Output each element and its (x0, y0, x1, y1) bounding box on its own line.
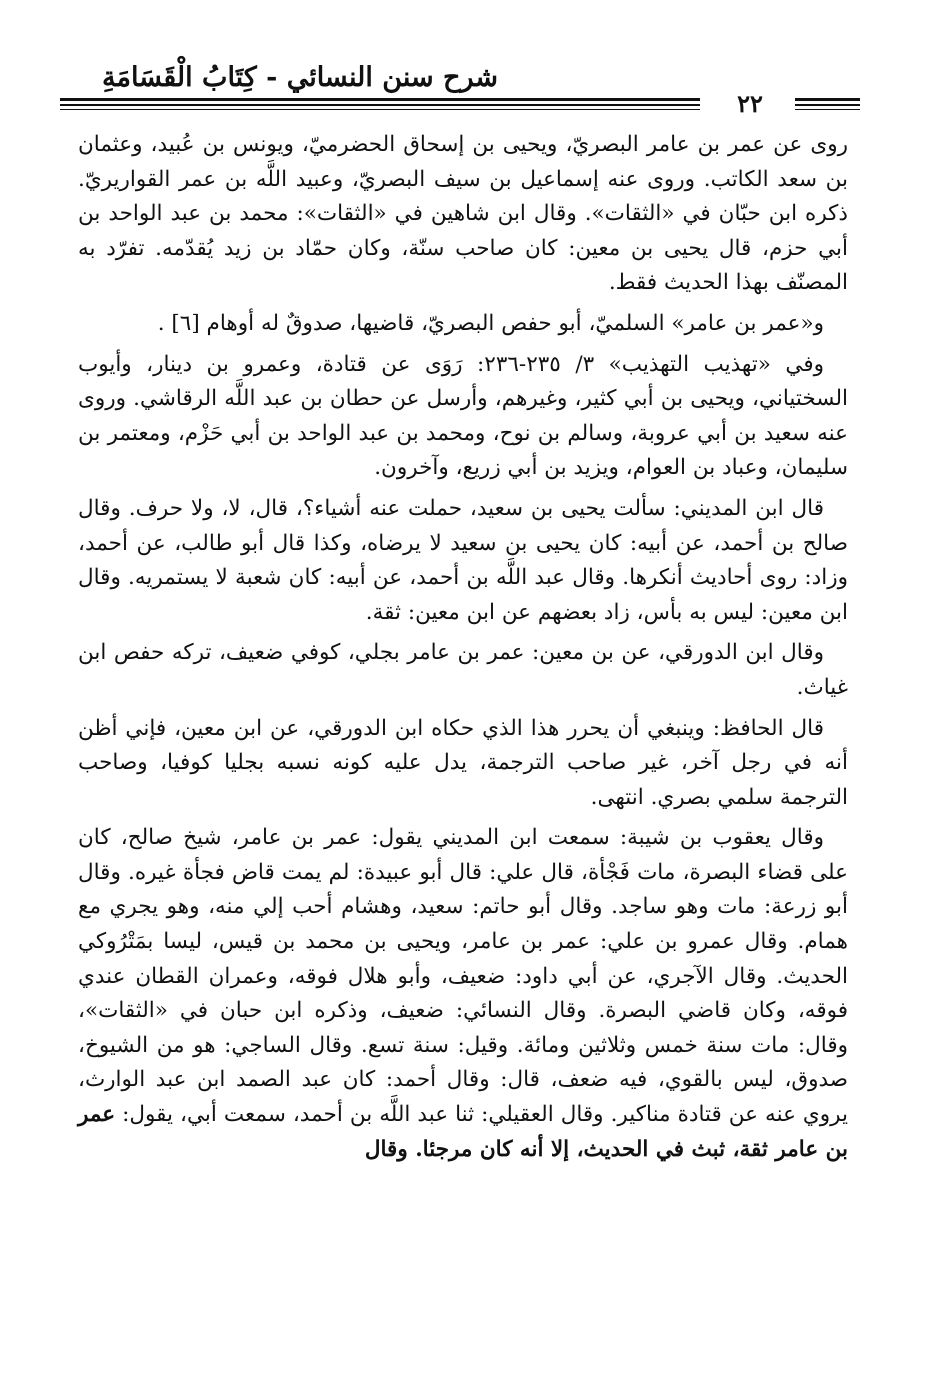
paragraph-5: وقال ابن الدورقي، عن بن معين: عمر بن عامر بجلي، كوفي ضعيف، تركه حفص ابن غياث. (78, 640, 848, 700)
paragraph-3: وفي «تهذيب التهذيب» ٣/ ٢٣٥-٢٣٦: رَوَى عن قتادة، وعمرو بن دينار، وأيوب السختياني، ويحيى بن أبي كثير، وغيرهم، وأرسل عن حطان بن عبد اللَّه الرقاشي. وروى عنه سعيد بن أبي عروبة، وسالم بن نوح، ومحمد بن عبد الواحد بن أبي حَزْم، ومعتمر بن سليمان، وعباد بن العوام، ويزيد بن أبي زريع، وآخرون. (78, 351, 848, 481)
paragraph-6: قال الحافظ: وينبغي أن يحرر هذا الذي حكاه ابن الدورقي، عن ابن معين، فإني أظن أنه في رجل آخر، غير صاحب الترجمة، يدل عليه كونه نسبه بجليا كوفيا، وصاحب الترجمة سلمي بصري. انتهى. (78, 715, 848, 810)
paragraph-7-text: وقال يعقوب بن شيبة: سمعت ابن المديني يقول: عمر بن عامر، شيخ صالح، كان على قضاء البصرة، مات فَجْأة، قال علي: قال أبو عبيدة: لم يمت قاض فجأة غيره. وقال أبو زرعة: مات وهو ساجد. وقال أبو حاتم: سعيد، وهشام أحب إلي منه، وهو يجري مع همام. وقال عمرو بن علي: عمر بن عامر، ويحيى بن محمد بن قيس، ليسا بمَتْرُوكي الحديث. وقال الآجري، عن أبي داود: ضعيف، وأبو هلال فوقه، وعمران القطان عندي فوقه، وكان قاضي البصرة. وقال النسائي: ضعيف، وذكره ابن حبان في «الثقات»، وقال: مات سنة خمس وثلاثين ومائة. وقيل: سنة تسع. وقال الساجي: هو من الشيوخ، صدوق، ليس بالقوي، فيه ضعف، قال: وقال أحمد: كان عبد الصمد ابن عبد الوارث، يروي عنه عن قتادة مناكير. وقال العقيلي: ثنا عبد اللَّه بن أحمد، سمعت أبي، يقول: (78, 825, 848, 1128)
page-header (60, 58, 860, 118)
page-number-rule (795, 109, 860, 110)
page-number-rule (795, 98, 860, 101)
header-rule (60, 104, 700, 106)
paragraph-7 (78, 821, 848, 1167)
body-text (78, 128, 848, 1173)
bold-quote: عمر بن عامر ثقة، ثبث في الحديث، إلا أنه كان مرجئا. وقال (78, 1102, 848, 1162)
header-rule (60, 109, 700, 110)
running-title: شرح سنن النسائي - كِتَابُ الْقَسَامَةِ (102, 62, 498, 93)
page-number: ٢٢ (737, 89, 763, 118)
paragraph-1: روى عن عمر بن عامر البصريّ، ويحيى بن إسحاق الحضرميّ، ويونس بن عُبيد، وعثمان بن سعد الكاتب. وروى عنه إسماعيل بن سيف البصريّ، وعبيد اللَّه بن عمر القواريريّ. ذكره ابن حبّان في «الثقات». وقال ابن شاهين في «الثقات»: محمد بن عبد الواحد بن أبي حزم، قال يحيى بن معين: كان صاحب سنّة، وكان حمّاد بن زيد يُقدّمه. تفرّد به المصنّف بهذا الحديث فقط. (78, 132, 848, 296)
paragraph-4: قال ابن المديني: سألت يحيى بن سعيد، حملت عنه أشياء؟، قال، لا، ولا حرف. وقال صالح بن أحمد، عن أبيه: كان يحيى بن سعيد لا يرضاه، وكذا قال أبو طالب، عن أحمد، وزاد: روى أحاديث أنكرها. وقال عبد اللَّه بن أحمد، عن أبيه: كان شعبة لا يستمريه. وقال ابن معين: ليس به بأس، زاد بعضهم عن ابن معين: ثقة. (78, 495, 848, 625)
page-number-rule (795, 104, 860, 106)
header-rule (60, 98, 700, 101)
paragraph-2: و«عمر بن عامر» السلميّ، أبو حفص البصريّ، قاضيها، صدوقٌ له أوهام [٦] . (157, 310, 824, 336)
